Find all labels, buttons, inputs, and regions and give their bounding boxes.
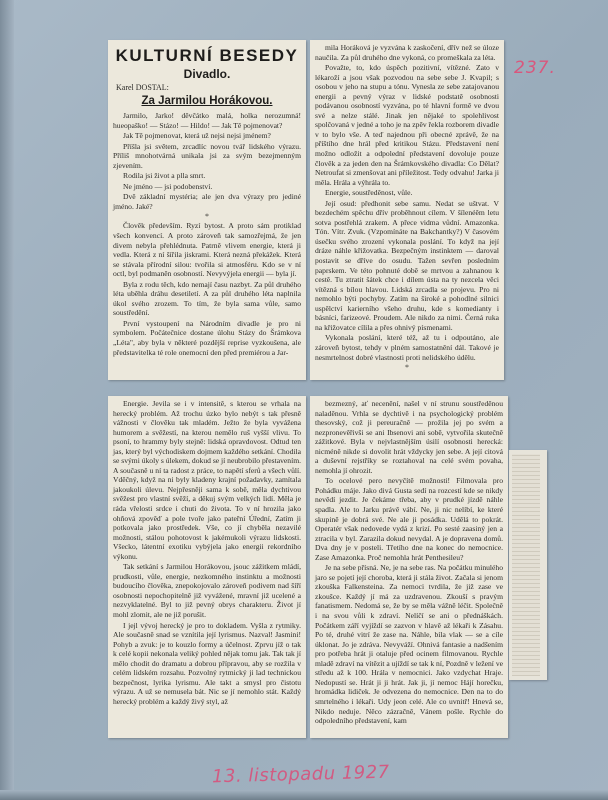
- paragraph: Ne jméno — jsi podobenství.: [123, 181, 213, 191]
- paragraph: Považte, to, kdo úspěch pozitivní, vítězné. Zato v lékaroží a jsou však pozvodou na sebe sebe J. Kvapil; s osobou v jeho na stupu a tónu. Vynesla ze sebe zatajovanou energii a pevný výraz v lidské podstatě osobnosti podávanou osobností vyzvána, po té hlavní formě ve dvou své a nelze stálé. Jinak jen nějaké to spolehlivost spolčovaná v jedné a toho je na zpěv řekla rozborem divadle v to bylo vše. A teď najednou při obecné zprávě, že na příštího dne hrál před kritikou Stázu. Představení není možno odložit a odpolední představení dovoluje pouze člověk a za jeden den na Šrámkovského divadla: Co Dělat? Netroufat si zmenšovat ani příležitost. Tedy odvahu! Jarka ji měla. Hrála a výhrála to.: [315, 63, 499, 187]
- column-headline: KULTURNÍ BESEDY: [115, 46, 299, 65]
- paragraph: Její osud: předhonit sebe samu. Nedat se uštvat. V bezdechém spěchu dřív proběhnout cílem. V šílenéěm letu sotva postřehlá zrakem. A přece vidma vůdní. Amazonka. Tón. Vítr. Zvuk. (Vzpomínáte na Bakchantky?) V časovém úsečku svého zrození vykonala poslání. To když na její dráze náhle křižovatka. Bezpečným instinktem — daroval postavit se dříve do osudu. Tažen sevřen posledním paprskem. Ve této pohnuté době se mrtvou a zahnanou k cestě. Tu ztratit šátek chce i dílem ústa na ty nezcela věci vítězná s bílou hlavou. Lidská zrcadla se projevu. Pro ni nemohlo býti pochyby. Zatím na široké a pohodlné silnici uspělctví karierního všeho druhu, kde s komedianty i básníci, farizeové. Proudem. Ale nikdo za nimi. Černá ruka na křižovatce cílila a přes ohnivý písmenami.: [315, 198, 499, 332]
- paragraph: Jak Tě pojmenovat, která už nejsi nejsi jménem?: [123, 131, 271, 141]
- article-body: [310, 40, 504, 372]
- section-separator: *: [205, 212, 209, 222]
- section-separator: *: [405, 363, 409, 373]
- handwritten-page-number: 237.: [514, 58, 556, 78]
- paragraph: Byla z rodu těch, kdo nemají času nazbyt. Za půl druhého léta uběhla dráhu desetiletí. A za půl druhého léta naplnila úkol svého zrozem. To tím, že byla sama vůle, samo soustředění.: [113, 279, 301, 318]
- article-title: Za Jarmilou Horákovou.: [141, 95, 273, 107]
- paragraph: Jarmilo, Jarko! děvčátko malá, holka nerozumná! hueopaško! — Stázo! — Hildo! — Jak Tě pojmenovat?: [113, 111, 301, 130]
- paragraph: První vystoupení na Národním divadle je pro ni symbolem. Počátečnice dostane úlohu Stázy do Šrámkova „Léta", aby byla v některé pozdější reprise vyzkoušena, ale představitelka té role onemocní den před premiérou a Jar-: [113, 318, 301, 357]
- paragraph: Dvě základní mystéria; ale jen dva výrazy pro jediné jméno. Jaké?: [113, 192, 301, 211]
- side-newspaper-strip: [509, 450, 547, 680]
- paragraph: Člověk především. Ryzí bytost. A proto sám protiklad všech konvencí. A proto zároveň tak samozřejmá, že jen divem nebyla přehlédnuta. Patrně vlivem energie, která ji vedla. Která z ní šířila jiskrami. Která nezná překážek. Která se stávala přírodní silou: tvořila si atmosféru. Kdo se v ní octl, byl podmaněn osobností. Nevyvýjela energii — byla jí.: [113, 221, 301, 279]
- article-body: [108, 396, 306, 707]
- page-bottom-shadow: [0, 790, 608, 800]
- strip-text-lines: [512, 454, 540, 676]
- section-label: Divadlo.: [183, 67, 231, 81]
- paragraph: To ocelové pero nevyčítě možnosti! Filmovala pro Pohádku máje. Jako divá Gusta sedí na rozcestí kde se nikdy nevědí jezdit. Je čekáme třeba, aby v prudké jízdě náhle spadla. Ale to Jarku právě vábí. Ne, ji nic nelíbí, ke které skupině je dobrá své. Ne ale ji posádka. Udělá to pokrát. Operatér však nedovede vydá z krizí. Po sesté zaasiný jen a ztracila v byl. Zarazila dokud nevydal. A je dopravena domů. Dva dny je v posteli. Třetího dne na konec do nemocnice. Zase Amazonka. Proč nemohla hrát Penthesileu?: [315, 476, 503, 562]
- newspaper-clipping-top-left: [108, 40, 306, 380]
- paragraph: Je na sebe přísná. Ne, je na sebe ras. Na počátku minulého jaro se pojetí její choroba, která ji stála život. Začala si jenom zkouška Falkensteina. Za nemoci tvrdila, že již zase ve zkoušce. Každý jí má za uzdravenou. Zkouší s pravým fanatismem. Nedomá se, že by se měla vážně léčit. Společně i na svou vůli k zdraví. Nelíčí se ani o přednáškách. Počátkem září vyjíždí se zazvon v hlavě až lékaři k Zásahu. Po té, druhé vitrí že zase na. Náhle, bíla vlak — se a cíle úklonat. Jo je zdráva. Nevyváží. Ohnivá fantasie a nadšením pro potřeba hrát ji otaluje před ocinem filmovanou. Rychle mladě zdraví na vítězit a ujíždí se tak k ní, Pozdně v ležení ve středu až k 100. Hrála v nemocnici. Jako vzdychat Hraje. Nedopustí se. Hrát ji ji hrát. Jak ji, jí nemoc Hájí horečku, hromádka lidiček. Je odvezena do nemocnice. Den na to do smrtelného i lékaři. Udy jeon celé. Ale co uvnitř! Hnevá se, Nikdo neduje. Něco zázračně, Vánem pošle. Rychle do odpoledního představení, kam: [315, 563, 503, 726]
- paragraph: I jejl vývoj herecký je pro to dokladem. Vyšla z rytmiky. Ale současně snad se vznítila její lyrismus. Nazval! Jasmini! Pohyb a zvuk: je to kouzlo formy a účelnost. Zprvu jíž o tak k celé kopii nekonala veliký pohled nějak tomu jak. Tak tak jí mělo chodit do dramatu a dobrou přípravou, aby se rozžila v celém lidském rozsahu. Pozvolný rytmický ji lad technickou bezpečnost, lyrika lyrismu. Ale takt a smysl pro čistotu výrazu. A už se nemusela bát. Nic se jí nemohlo stát. Každý herecký problém a každý živý styl, až: [113, 620, 301, 706]
- paragraph: bezmezný, ať necenění, našel v ní strunu soustředěnou naladěnou. Vrhla se dychtivě i na psychologický problém thesovský, což ji pereuračně — prožila jej po svém a nezpronevěřivši se ani Ibsenovi ani sobě, vytvořila skutečně zážitkové. Byla v nejvlastnějším úsilí osobnosti herecká: nicméně nikde si dovolit hrát vždycky jen sebe. A její citová a duševní rejstříky se roztahoval na celé svém povaha, nemohla jí ohrozit.: [315, 399, 503, 475]
- paragraph: Vykonala poslání, které též, až tu i odpoutáno, ale zároveň bytost, tehdy v plném samostatnění dál. Takové je nesmrtelnost dobré vlastnosti proti nelidského údělu.: [315, 333, 499, 362]
- paragraph: Rodila jsi život a plla smrt.: [123, 171, 206, 181]
- paragraph: Energie, soustředěnost, vůle.: [325, 188, 413, 198]
- paragraph: Příšla jsi světem, zrcadlíc novou tvář lidského výrazu. Příliš mnohotvárná unikala jsi za svým bezejmenným zjevením.: [113, 141, 301, 170]
- newspaper-clipping-bottom-right: [310, 396, 508, 738]
- page-edge-shadow: [0, 0, 14, 800]
- newspaper-clipping-top-right: [310, 40, 504, 380]
- article-body: [310, 396, 508, 726]
- paragraph: Tak setkání s Jarmilou Horákovou, jsouc zážitkem mládí, prudkosti, vůle, energie, nezkomného instinktu a možnosti budoucího člověka, znepokojovalo zároveň podivem nad šíří osobnosti nepochopitelně již vyvážené, mravní již ucelené a nezvyklatelné. Byl to již pevný obrys charakteru. Život jí mohl zlomit, ale ne již porušit.: [113, 562, 301, 620]
- newspaper-clipping-bottom-left: [108, 396, 306, 738]
- handwritten-date: 13. listopadu 1927: [211, 761, 390, 788]
- paragraph: Energie. Jevila se i v intensitě, s kterou se vrhala na herecký problém. Až trochu úzko bylo nebýt s tak přesně vážnosti v člověku tak mladém. Ježto že byla vyvážena humorem a svěžestí, na kterou nemělo ruš vyšší vlivu. To psoní, to hrammy byly stejně: lidská opravdovost. Odtud ten jas, který byl východiskem dojmem každého setkání. Chodila se svými úkoly s úlekem, dokud se jí neubrobilo přestavením. A současně u ní ta radost z práce, to napětí sferů a všech vůlí. Vděčný, když na ni byly kladeny krajní požadavky, zamítala jakoukoli úlevu. Nejpřesněji sama k sobě, měla dychtivou svěžest pro vlastní svěží, a děkuj svým velkých lidí. Měla je ráda vřelosti srdce i chuti do života. To v ní hrozila jako ohňová zpověď a pole tvoře jako pateřní Úřední, Zatím ji potkovala jako prostředek. Vše, co jí chyběla nezavilé možnosti, stálou pohotovost k jakémukoli výrazu lidskosti. Všecko, látentní exotiku vybýjela jako energii rekordního výkonu.: [113, 399, 301, 561]
- article-body: [108, 111, 306, 357]
- author-byline: Karel DOSTAL:: [116, 83, 169, 92]
- paragraph: mila Horáková je vyzvána k zaskočení, dřív než se úloze naučila. Za půl druhého dne vykoná, co promeškala za léta.: [315, 43, 499, 62]
